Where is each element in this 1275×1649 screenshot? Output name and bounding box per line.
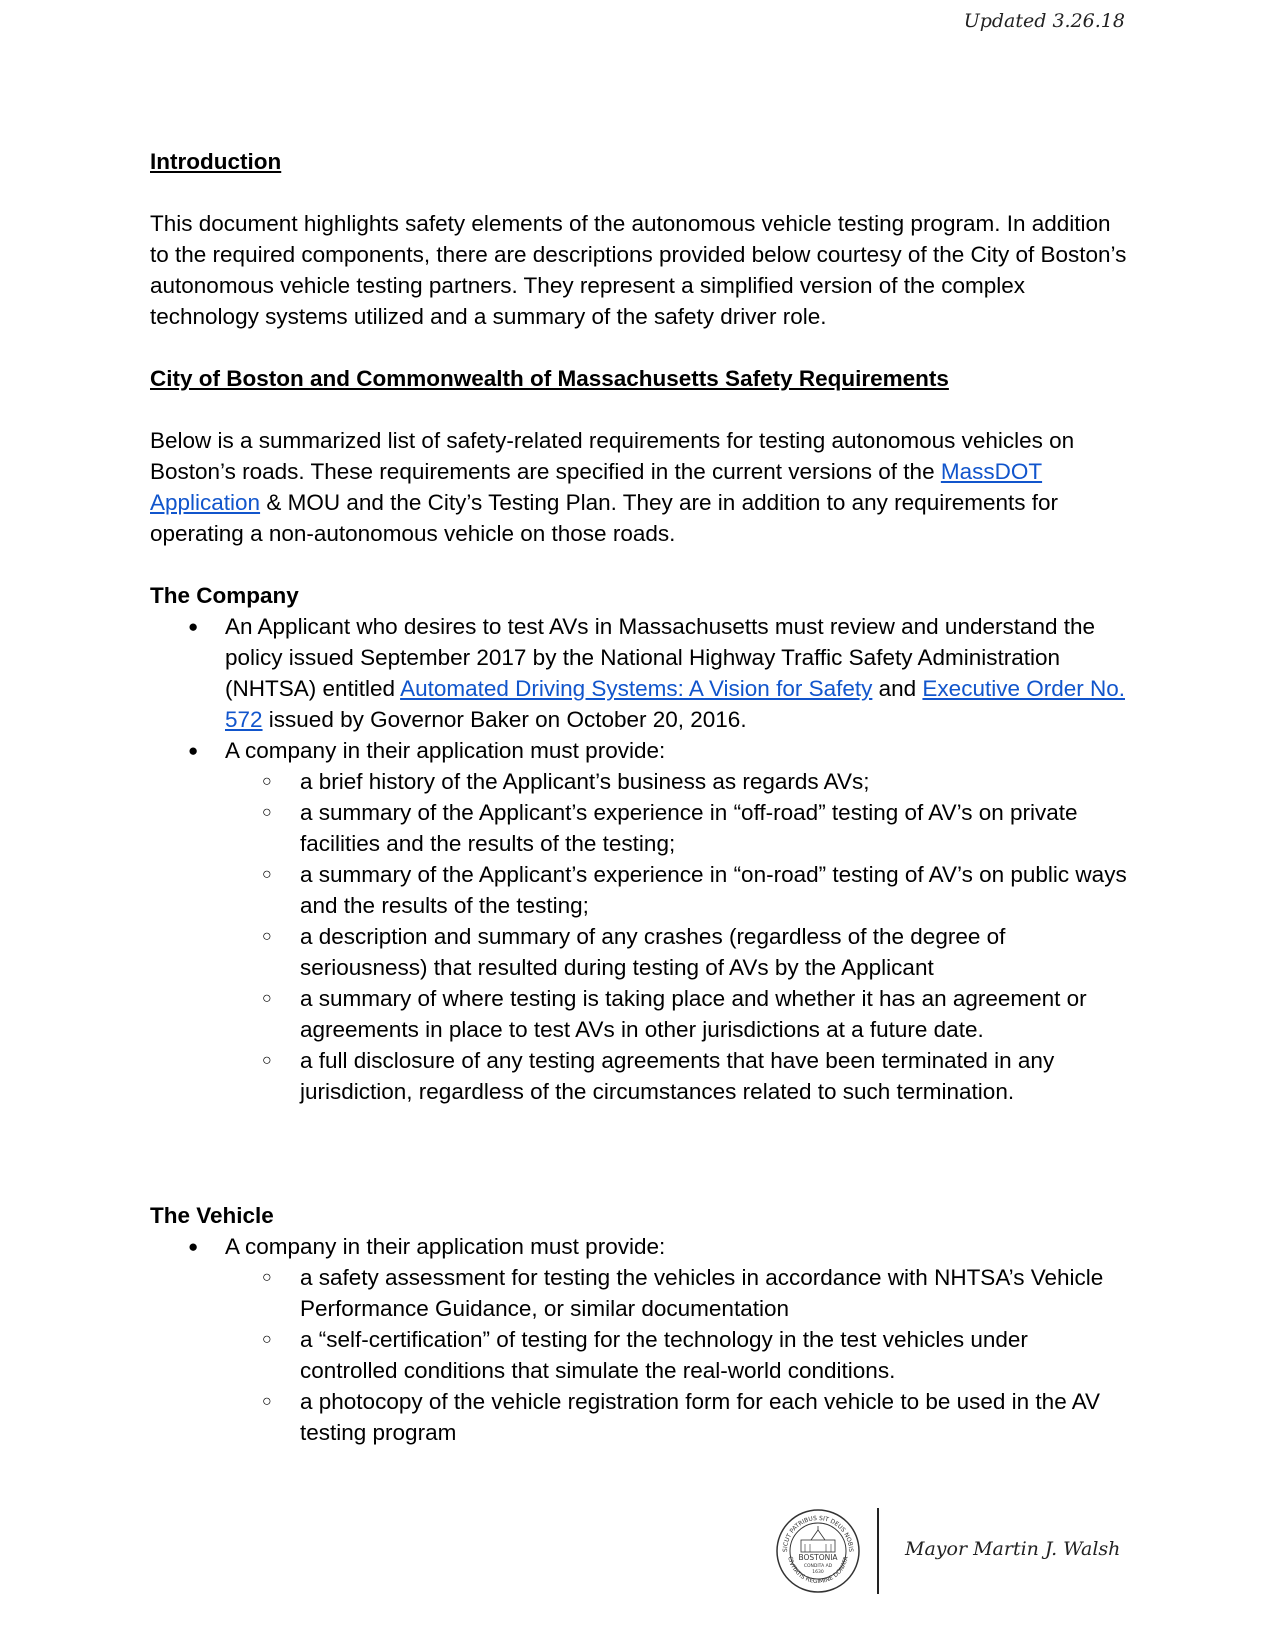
requirements-text-2: & MOU and the City’s Testing Plan. They are in addition to any requirements for operating a non-autonomous vehicle on those roads. xyxy=(150,490,1058,546)
list-item: ○ a “self-certification” of testing for the technology in the test vehicles under controlled conditions that simulate the real-world conditions. xyxy=(225,1324,1130,1386)
company-list xyxy=(150,611,1130,1107)
updated-date: Updated 3.26.18 xyxy=(963,10,1125,32)
massdot-application-link[interactable]: MassDOT Application xyxy=(150,459,1043,515)
document-body xyxy=(150,146,1130,1448)
ads-vision-link[interactable]: Automated Driving Systems: A Vision for Safety xyxy=(400,676,873,701)
list-item: ○ a full disclosure of any testing agreements that have been terminated in any jurisdiction, regardless of the circumstances related to such termination. xyxy=(225,1045,1130,1107)
company-bullet2-text: A company in their application must provide: xyxy=(225,738,666,763)
intro-paragraph: This document highlights safety elements of the autonomous vehicle testing program. In addition to the required components, there are descriptions provided below courtesy of the City of Boston’s autonomous vehicle testing partners. They represent a simplified version of the complex technology systems utilized and a summary of the safety driver role. xyxy=(150,211,1127,329)
company-heading: The Company xyxy=(150,583,299,608)
svg-text:1630: 1630 xyxy=(812,1570,824,1575)
company-bullet-policy xyxy=(150,611,1130,735)
requirements-heading: City of Boston and Commonwealth of Massachusetts Safety Requirements xyxy=(150,366,949,391)
company-bullet-text: An Applicant who desires to test AVs in Massachusetts must review and understand the policy issued September 2017 by the National Highway Traffic Safety Administration (NHTSA) entitled xyxy=(225,614,1096,701)
list-item: ○ a photocopy of the vehicle registration form for each vehicle to be used in the AV testing program xyxy=(225,1386,1130,1448)
vehicle-sublist xyxy=(225,1262,1130,1448)
vehicle-list xyxy=(150,1231,1130,1448)
company-bullet-and: and xyxy=(872,676,923,701)
footer-divider xyxy=(877,1508,879,1594)
city-seal-icon xyxy=(775,1508,861,1594)
requirements-text-1: Below is a summarized list of safety-related requirements for testing autonomous vehicles on Boston’s roads. These requirements are specified in the current versions of the xyxy=(150,428,1075,484)
list-item: ○ a summary of where testing is taking place and whether it has an agreement or agreements in place to test AVs in other jurisdictions at a future date. xyxy=(225,983,1130,1045)
vehicle-heading: The Vehicle xyxy=(150,1203,274,1228)
list-item: ○ a summary of the Applicant’s experience in “off-road” testing of AV’s on private facilities and the results of the testing; xyxy=(225,797,1130,859)
requirements-paragraph xyxy=(150,425,1130,549)
svg-text:BOSTONIA: BOSTONIA xyxy=(798,1553,838,1562)
vehicle-bullet-application xyxy=(150,1231,1130,1448)
vehicle-bullet-text: A company in their application must provide: xyxy=(225,1234,666,1259)
executive-order-link[interactable]: Executive Order No. 572 xyxy=(225,676,1125,732)
company-sublist xyxy=(225,766,1130,1107)
svg-text:SICUT PATRIBUS SIT DEUS NOBIS: SICUT PATRIBUS SIT DEUS NOBIS xyxy=(781,1514,855,1553)
list-item: ○ a description and summary of any crashes (regardless of the degree of seriousness) that resulted during testing of AVs by the Applicant xyxy=(225,921,1130,983)
mayor-signature: Mayor Martin J. Walsh xyxy=(905,1538,1121,1560)
company-bullet-application xyxy=(150,735,1130,1107)
list-item: ○ a brief history of the Applicant’s business as regards AVs; xyxy=(225,766,1130,797)
company-bullet-tail: issued by Governor Baker on October 20, 2016. xyxy=(262,707,747,732)
intro-heading: Introduction xyxy=(150,149,282,174)
svg-text:CIVITATIS REGIMINE DONATA: CIVITATIS REGIMINE DONATA xyxy=(786,1555,850,1586)
list-item: ○ a safety assessment for testing the vehicles in accordance with NHTSA’s Vehicle Performance Guidance, or similar documentation xyxy=(225,1262,1130,1324)
footer xyxy=(775,1508,1125,1594)
list-item: ○ a summary of the Applicant’s experience in “on-road” testing of AV’s on public ways and the results of the testing; xyxy=(225,859,1130,921)
svg-text:CONDITA AD: CONDITA AD xyxy=(803,1564,833,1569)
